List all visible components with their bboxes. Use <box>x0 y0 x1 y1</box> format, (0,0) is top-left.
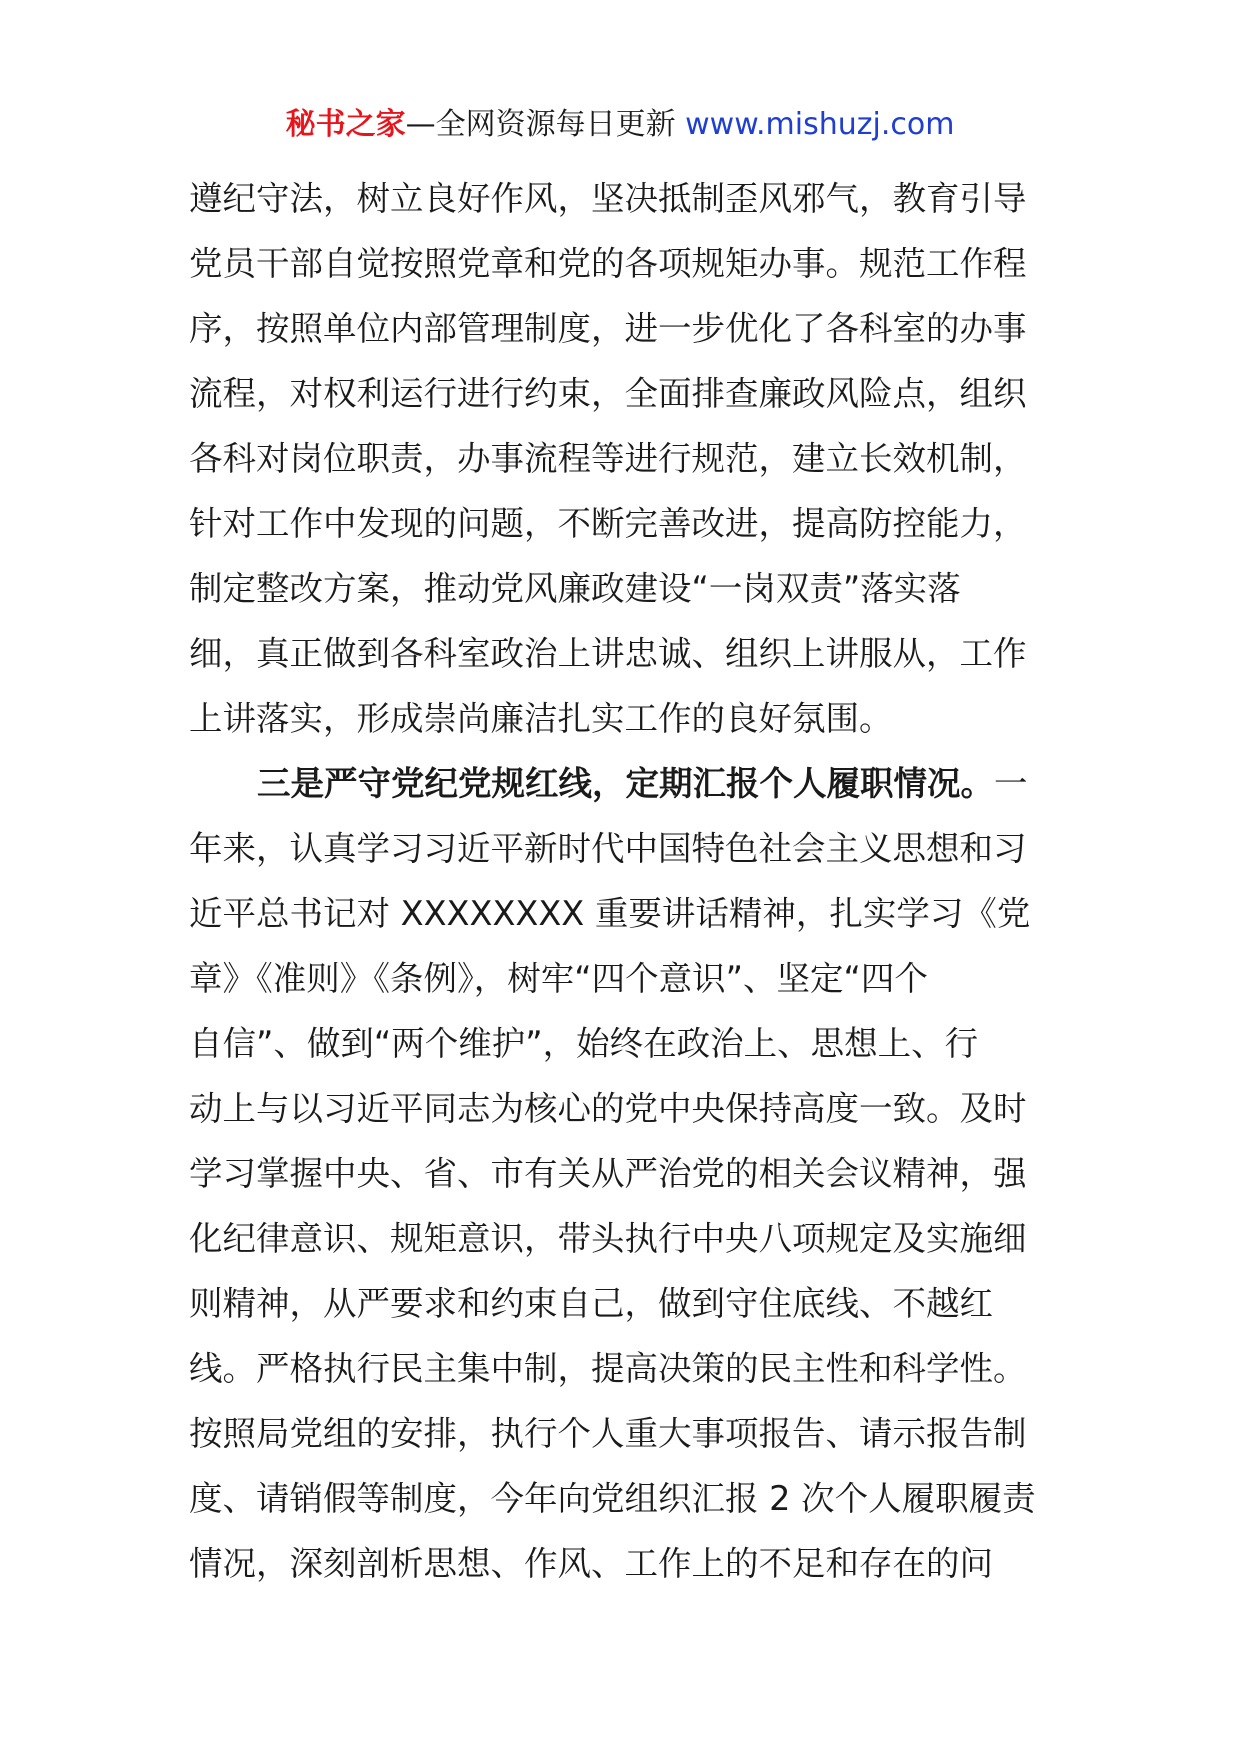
text-line: 上讲落实，形成崇尚廉洁扎实工作的良好氛围。 <box>189 699 893 738</box>
text-line: 动上与以习近平同志为核心的党中央保持高度一致。及时 <box>189 1089 1027 1128</box>
text-line-first <box>189 751 1051 816</box>
text-line: 遵纪守法，树立良好作风，坚决抵制歪风邪气，教育引导 <box>189 179 1027 218</box>
text-line: 则精神，从严要求和约束自己，做到守住底线、不越红 <box>189 1284 993 1323</box>
text-line: 各科对岗位职责，办事流程等进行规范，建立长效机制， <box>189 439 1027 478</box>
text-line: 自信”、做到“两个维护”，始终在政治上、思想上、行 <box>189 1024 979 1063</box>
paragraph-section-three <box>189 751 1051 1596</box>
text-line: 细，真正做到各科室政治上讲忠诚、组织上讲服从，工作 <box>189 634 1027 673</box>
text-line: 年来，认真学习习近平新时代中国特色社会主义思想和习 <box>189 829 1027 868</box>
paragraph-continued <box>189 166 1051 751</box>
section-heading: 三是严守党纪党规红线，定期汇报个人履职情况。 <box>257 764 994 803</box>
text-line: 党员干部自觉按照党章和党的各项规矩办事。规范工作程 <box>189 244 1027 283</box>
text-line: 章》《准则》《条例》，树牢“四个意识”、坚定“四个 <box>189 959 928 998</box>
site-brand: 秘书之家 <box>285 107 406 142</box>
site-url-link[interactable]: www.mishuzj.com <box>685 107 955 142</box>
text-line: 化纪律意识、规矩意识，带头执行中央八项规定及实施细 <box>189 1219 1027 1258</box>
site-tagline: —全网资源每日更新 <box>405 107 686 142</box>
text-line: 针对工作中发现的问题，不断完善改进，提高防控能力， <box>189 504 1027 543</box>
text-line: 度、请销假等制度，今年向党组织汇报 2 次个人履职履责 <box>189 1479 1036 1518</box>
text-line: 线。严格执行民主集中制，提高决策的民主性和科学性。 <box>189 1349 1027 1388</box>
text-line: 制定整改方案，推动党风廉政建设“一岗双责”落实落 <box>189 569 961 608</box>
document-body <box>189 166 1051 1596</box>
section-first-line-rest: 一 <box>994 764 1028 803</box>
text-line: 情况，深刻剖析思想、作风、工作上的不足和存在的问 <box>189 1544 993 1583</box>
text-line: 按照局党组的安排，执行个人重大事项报告、请示报告制 <box>189 1414 1027 1453</box>
text-line: 序，按照单位内部管理制度，进一步优化了各科室的办事 <box>189 309 1027 348</box>
text-line: 流程，对权利运行进行约束，全面排查廉政风险点，组织 <box>189 374 1027 413</box>
page-header <box>0 103 1240 147</box>
text-line: 学习掌握中央、省、市有关从严治党的相关会议精神，强 <box>189 1154 1027 1193</box>
text-line: 近平总书记对 XXXXXXXX 重要讲话精神，扎实学习《党 <box>189 894 1031 933</box>
